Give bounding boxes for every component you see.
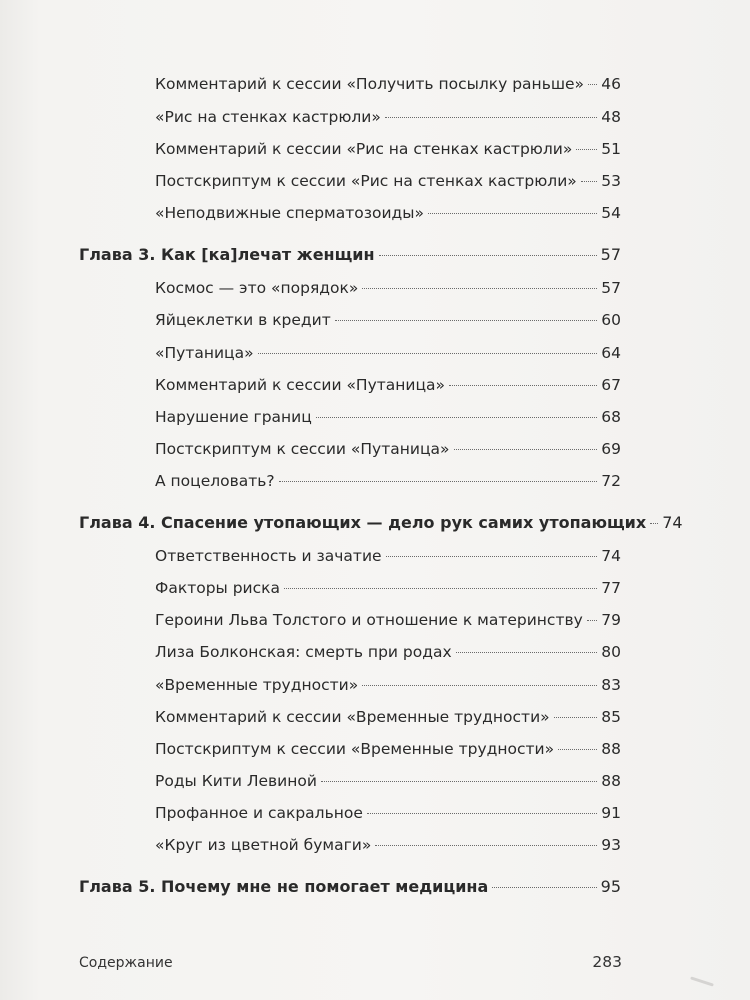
toc-entry-page: 68 <box>601 408 621 426</box>
toc-entry-title: Постскриптум к сессии «Рис на стенках кастрюли» <box>155 172 577 190</box>
toc-entry-page: 88 <box>601 740 621 758</box>
toc-entry <box>155 675 621 695</box>
toc-leader-dots <box>428 213 597 214</box>
toc-entry-page: 67 <box>601 376 621 394</box>
toc-entry-title: «Неподвижные сперматозоиды» <box>155 204 424 222</box>
toc-entry-title: Ответственность и зачатие <box>155 547 382 565</box>
toc-entry-page: 74 <box>662 513 683 532</box>
toc-entry-page: 51 <box>601 140 621 158</box>
toc-entry-title: «Путаница» <box>155 344 254 362</box>
toc-entry <box>155 310 621 330</box>
running-footer-section: Содержание <box>79 955 173 971</box>
toc-entry-page: 77 <box>601 579 621 597</box>
toc-entry-page: 79 <box>601 611 621 629</box>
toc-entry-page: 83 <box>601 676 621 694</box>
toc-chapter-entry <box>79 877 621 897</box>
toc-leader-dots <box>554 717 598 718</box>
toc-entry <box>155 203 621 223</box>
toc-leader-dots <box>576 149 597 150</box>
toc-entry <box>155 278 621 298</box>
toc-entry <box>155 107 621 127</box>
toc-leader-dots <box>362 685 597 686</box>
toc-entry-title: «Рис на стенках кастрюли» <box>155 108 381 126</box>
toc-entry-page: 91 <box>601 804 621 822</box>
toc-entry <box>155 471 621 491</box>
toc-entry-page: 93 <box>601 836 621 854</box>
toc-entry <box>155 642 621 662</box>
toc-entry-title: Постскриптум к сессии «Временные трудности» <box>155 740 555 758</box>
toc-leader-dots <box>386 556 598 557</box>
toc-entry-page: 46 <box>601 75 621 93</box>
toc-leader-dots <box>385 117 597 118</box>
toc-leader-dots <box>379 255 597 256</box>
page-number: 283 <box>592 953 622 971</box>
toc-chapter-title: Глава 5. Почему мне не помогает медицина <box>79 877 489 896</box>
toc-entry-page: 88 <box>601 772 621 790</box>
toc-entry <box>155 578 621 598</box>
toc-entry-title: Комментарий к сессии «Путаница» <box>155 376 446 394</box>
toc-entry-title: Комментарий к сессии «Получить посылку раньше» <box>155 75 585 93</box>
toc-entry-title: Нарушение границ <box>155 408 312 426</box>
toc-entry-page: 57 <box>601 279 621 297</box>
toc-chapter-entry <box>79 245 621 265</box>
toc-entry <box>155 407 621 427</box>
toc-entry <box>155 439 621 459</box>
toc-entry-title: Профанное и сакральное <box>155 804 363 822</box>
toc-entry-title: Роды Кити Левиной <box>155 772 317 790</box>
toc-entry-title: Комментарий к сессии «Рис на стенках кастрюли» <box>155 140 573 158</box>
toc-entry-title: «Круг из цветной бумаги» <box>155 836 372 854</box>
toc-entry-page: 48 <box>601 108 621 126</box>
toc-entry <box>155 139 621 159</box>
toc-leader-dots <box>581 181 598 182</box>
toc-leader-dots <box>321 781 597 782</box>
toc-leader-dots <box>367 813 597 814</box>
toc-entry <box>155 74 621 94</box>
toc-entry <box>155 610 621 630</box>
toc-leader-dots <box>316 417 597 418</box>
toc-leader-dots <box>558 749 597 750</box>
toc-entry-page: 69 <box>601 440 621 458</box>
toc-entry <box>155 546 621 566</box>
toc-entry-title: Факторы риска <box>155 579 281 597</box>
toc-entry-page: 72 <box>601 472 621 490</box>
toc-entry-page: 54 <box>601 204 621 222</box>
toc-entry <box>155 375 621 395</box>
toc-leader-dots <box>362 288 597 289</box>
toc-entry-page: 80 <box>601 643 621 661</box>
toc-leader-dots <box>449 385 597 386</box>
toc-leader-dots <box>454 449 598 450</box>
toc-entry-title: А поцеловать? <box>155 472 275 490</box>
toc-leader-dots <box>258 353 598 354</box>
toc-leader-dots <box>650 523 658 524</box>
toc-entry-page: 64 <box>601 344 621 362</box>
toc-entry <box>155 707 621 727</box>
toc-entry-page: 60 <box>601 311 621 329</box>
page-smudge <box>690 976 714 986</box>
toc-chapter-title: Глава 3. Как [ка]лечат женщин <box>79 245 375 264</box>
toc-entry-page: 74 <box>601 547 621 565</box>
toc-leader-dots <box>284 588 597 589</box>
toc-entry <box>155 835 621 855</box>
toc-entry-page: 85 <box>601 708 621 726</box>
toc-leader-dots <box>375 845 597 846</box>
toc-leader-dots <box>492 887 596 888</box>
toc-chapter-title: Глава 4. Спасение утопающих — дело рук самих утопающих <box>79 513 647 532</box>
toc-leader-dots <box>587 620 597 621</box>
toc-entry-page: 57 <box>600 245 621 264</box>
toc-chapter-entry <box>79 513 683 533</box>
toc-leader-dots <box>456 652 598 653</box>
toc-entry-title: Лиза Болконская: смерть при родах <box>155 643 452 661</box>
toc-entry-title: «Временные трудности» <box>155 676 359 694</box>
toc-entry-title: Постскриптум к сессии «Путаница» <box>155 440 450 458</box>
toc-leader-dots <box>588 84 597 85</box>
toc-entry <box>155 739 621 759</box>
toc-entry <box>155 771 621 791</box>
toc-entry-title: Космос — это «порядок» <box>155 279 359 297</box>
toc-entry-title: Героини Льва Толстого и отношение к материнству <box>155 611 583 629</box>
toc-entry-title: Яйцеклетки в кредит <box>155 311 331 329</box>
toc-leader-dots <box>279 481 598 482</box>
toc-entry <box>155 343 621 363</box>
toc-entry-page: 53 <box>601 172 621 190</box>
toc-entry-page: 95 <box>600 877 621 896</box>
toc-entry <box>155 171 621 191</box>
toc-entry-title: Комментарий к сессии «Временные трудности» <box>155 708 550 726</box>
toc-leader-dots <box>335 320 598 321</box>
toc-entry <box>155 803 621 823</box>
